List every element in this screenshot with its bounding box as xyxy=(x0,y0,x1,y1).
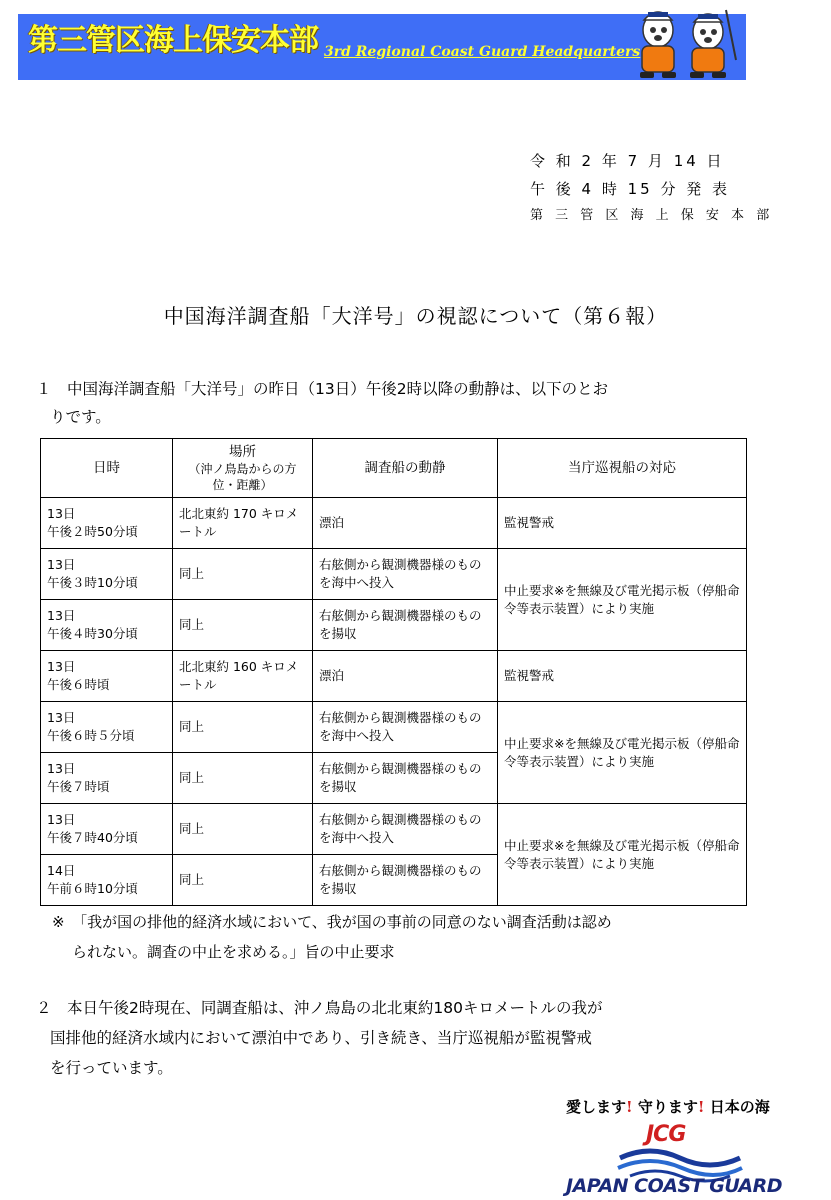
header-ship: 調査船の動静 xyxy=(313,439,498,498)
cell-time: 午後７時40分頃 xyxy=(47,830,138,845)
cell-ship: 右舷側から観測機器様のものを揚収 xyxy=(313,753,498,804)
issue-info xyxy=(530,147,774,229)
cell-response: 監視警戒 xyxy=(498,498,747,549)
cell-day: 13日 xyxy=(47,557,76,572)
cell-ship: 右舷側から観測機器様のものを海中へ投入 xyxy=(313,804,498,855)
cell-day: 13日 xyxy=(47,659,76,674)
cell-day: 13日 xyxy=(47,761,76,776)
header-place-sub: （沖ノ鳥島からの方位・距離） xyxy=(188,462,297,492)
cell-datetime xyxy=(41,498,173,549)
table-row xyxy=(41,498,747,549)
header-title-jp: 第三管区海上保安本部 xyxy=(28,23,318,58)
slogan xyxy=(566,1096,770,1117)
cell-datetime xyxy=(41,753,173,804)
table-row xyxy=(41,804,747,855)
cell-time: 午前６時10分頃 xyxy=(47,881,138,896)
cell-place: 同上 xyxy=(173,855,313,906)
footnote-line-2: られない。調査の中止を求める。」旨の中止要求 xyxy=(72,943,395,961)
header-response: 当庁巡視船の対応 xyxy=(498,439,747,498)
page-title: 中国海洋調査船「大洋号」の視認について（第６報） xyxy=(163,304,668,328)
cell-time: 午後２時50分頃 xyxy=(47,524,138,539)
cell-time: 午後４時30分頃 xyxy=(47,626,138,641)
cell-response: 中止要求※を無線及び電光掲示板（停船命令等表示装置）により実施 xyxy=(498,549,747,651)
cell-datetime xyxy=(41,702,173,753)
cell-time: 午後６時頃 xyxy=(47,677,110,692)
cell-place: 同上 xyxy=(173,804,313,855)
header-place xyxy=(173,439,313,498)
cell-place: 北北東約 170 キロメートル xyxy=(173,498,313,549)
cell-ship: 漂泊 xyxy=(313,651,498,702)
cell-ship: 右舷側から観測機器様のものを海中へ投入 xyxy=(313,702,498,753)
cell-response: 中止要求※を無線及び電光掲示板（停船命令等表示装置）により実施 xyxy=(498,804,747,906)
footnote-line-1: ※ 「我が国の排他的経済水域において、我が国の事前の同意のない調査活動は認め xyxy=(52,913,612,931)
cell-response: 中止要求※を無線及び電光掲示板（停船命令等表示装置）により実施 xyxy=(498,702,747,804)
slogan-part-2: 守ります xyxy=(637,1098,698,1116)
section-1-line-2: りです。 xyxy=(50,408,111,426)
coast-guard-mascots-icon xyxy=(618,0,746,80)
footnote xyxy=(52,907,772,967)
section-2 xyxy=(36,993,766,1083)
cell-datetime xyxy=(41,600,173,651)
cell-time: 午後３時10分頃 xyxy=(47,575,138,590)
issue-time: 午 後 4 時 15 分 発 表 xyxy=(530,180,731,198)
cell-place: 同上 xyxy=(173,600,313,651)
cell-datetime xyxy=(41,549,173,600)
header-title-en: 3rd Regional Coast Guard Headquarters xyxy=(324,44,641,60)
cell-ship: 右舷側から観測機器様のものを揚収 xyxy=(313,855,498,906)
logo-text: JAPAN COAST GUARD xyxy=(566,1175,783,1197)
cell-place: 北北東約 160 キロメートル xyxy=(173,651,313,702)
logo-abbr: JCG xyxy=(646,1122,686,1147)
slogan-part-1: 愛します xyxy=(566,1098,627,1116)
cell-place: 同上 xyxy=(173,702,313,753)
table-header-row xyxy=(41,439,747,498)
table-row xyxy=(41,651,747,702)
cell-datetime xyxy=(41,855,173,906)
section-2-line-1: ２ 本日午後2時現在、同調査船は、沖ノ鳥島の北北東約180キロメートルの我が xyxy=(36,999,603,1017)
cell-ship: 右舷側から観測機器様のものを海中へ投入 xyxy=(313,549,498,600)
slogan-exclaim: ! xyxy=(697,1098,705,1116)
cell-time: 午後７時頃 xyxy=(47,779,110,794)
issue-org: 第 三 管 区 海 上 保 安 本 部 xyxy=(530,208,774,223)
cell-datetime xyxy=(41,804,173,855)
table-row xyxy=(41,702,747,753)
header-place-label: 場所 xyxy=(229,444,256,460)
slogan-part-3: 日本の海 xyxy=(709,1098,770,1116)
section-1 xyxy=(36,375,756,431)
slogan-exclaim: ! xyxy=(626,1098,633,1116)
header-datetime: 日時 xyxy=(41,439,173,498)
movement-table xyxy=(40,438,747,906)
cell-day: 13日 xyxy=(47,608,76,623)
cell-place: 同上 xyxy=(173,549,313,600)
cell-ship: 漂泊 xyxy=(313,498,498,549)
cell-day: 13日 xyxy=(47,812,76,827)
table-row xyxy=(41,549,747,600)
section-2-line-2: 国排他的経済水域内において漂泊中であり、引き続き、当庁巡視船が監視警戒 xyxy=(50,1029,592,1047)
section-1-line-1: １ 中国海洋調査船「大洋号」の昨日（13日）午後2時以降の動静は、以下のとお xyxy=(36,380,609,398)
cell-day: 13日 xyxy=(47,506,76,521)
cell-response: 監視警戒 xyxy=(498,651,747,702)
cell-place: 同上 xyxy=(173,753,313,804)
cell-ship: 右舷側から観測機器様のものを揚収 xyxy=(313,600,498,651)
issue-date: 令 和 2 年 7 月 14 日 xyxy=(530,152,725,170)
cell-day: 13日 xyxy=(47,710,76,725)
cell-time: 午後６時５分頃 xyxy=(47,728,135,743)
cell-day: 14日 xyxy=(47,863,76,878)
cell-datetime xyxy=(41,651,173,702)
section-2-line-3: を行っています。 xyxy=(50,1059,173,1077)
